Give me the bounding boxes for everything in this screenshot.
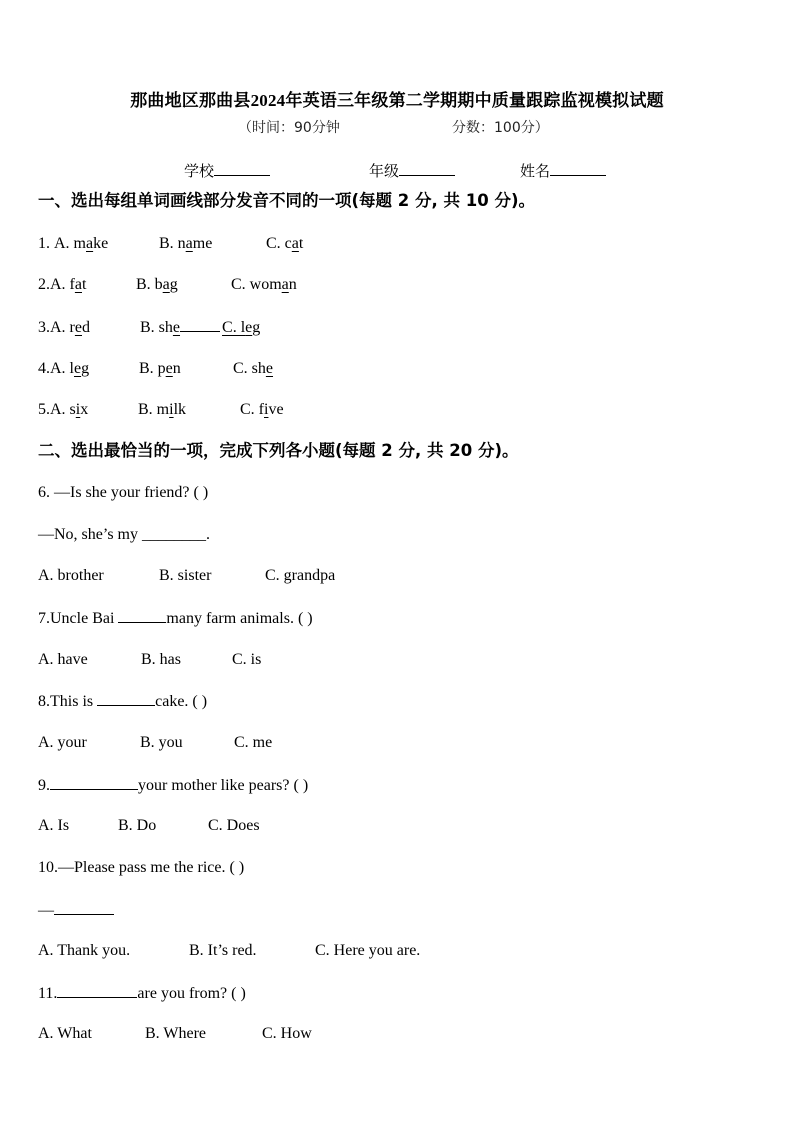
question-9-options — [38, 816, 260, 836]
q8-option-b[interactable]: B. you — [140, 734, 183, 751]
q10-option-a[interactable]: A. Thank you. — [38, 942, 131, 959]
q6-option-c[interactable]: C. grandpa — [265, 567, 336, 584]
name-label: 姓名 — [520, 162, 551, 180]
q10-option-b[interactable]: B. It’s red. — [189, 942, 257, 959]
q1-number: 1. — [38, 235, 54, 252]
question-2 — [38, 275, 297, 295]
question-3 — [38, 317, 260, 338]
q8-option-a[interactable]: A. your — [38, 734, 87, 751]
grade-label: 年级 — [369, 162, 400, 180]
q3-option-b[interactable]: B. she — [140, 319, 181, 336]
q11-option-a[interactable]: A. What — [38, 1025, 92, 1042]
question-6-reply: —No, she’s my ________. — [38, 526, 210, 543]
school-blank[interactable] — [214, 161, 270, 176]
exam-title: 那曲地区那曲县2024年英语三年级第二学期期中质量跟踪监视模拟试题 — [130, 91, 664, 110]
question-9-stem: 9. your mother like pears? ( ) — [38, 777, 309, 794]
q3-underline — [180, 317, 220, 332]
q2-option-c[interactable]: C. woman — [231, 276, 297, 293]
q11-option-c[interactable]: C. How — [262, 1025, 312, 1042]
name-blank[interactable] — [550, 161, 606, 176]
section2-title: 二、选出最恰当的一项，完成下列各小题(每题 2 分, 共 20 分)。 — [38, 441, 519, 460]
question-6-options — [38, 566, 335, 586]
question-10-reply: — — [38, 900, 114, 921]
q1-option-b[interactable]: B. name — [159, 235, 213, 252]
q6-option-b[interactable]: B. sister — [159, 567, 212, 584]
q11-blank[interactable] — [57, 983, 137, 998]
grade-field[interactable] — [369, 160, 455, 181]
school-field[interactable] — [184, 160, 270, 181]
question-4 — [38, 359, 273, 379]
q1-option-a[interactable]: A. make — [54, 235, 109, 252]
question-10-options — [38, 941, 420, 961]
q8-blank[interactable] — [97, 691, 155, 706]
q3-number: 3. — [38, 319, 50, 336]
q2-option-b[interactable]: B. bag — [136, 276, 178, 293]
q5-option-c[interactable]: C. five — [240, 401, 284, 418]
q4-option-a[interactable]: A. leg — [50, 360, 90, 377]
name-field[interactable] — [520, 160, 606, 181]
q2-number: 2. — [38, 276, 50, 293]
question-1 — [38, 234, 303, 254]
q7-option-c[interactable]: C. is — [232, 651, 262, 668]
q9-option-b[interactable]: B. Do — [118, 817, 157, 834]
q9-option-a[interactable]: A. Is — [38, 817, 70, 834]
q7-blank[interactable] — [118, 608, 166, 623]
question-8-options — [38, 733, 272, 753]
q9-blank[interactable] — [50, 775, 138, 790]
question-7-options — [38, 650, 261, 670]
school-label: 学校 — [184, 162, 215, 180]
q3-option-a[interactable]: A. red — [50, 319, 90, 336]
q5-number: 5. — [38, 401, 50, 418]
section1-title: 一、选出每组单词画线部分发音不同的一项(每题 2 分, 共 10 分)。 — [38, 191, 536, 210]
q2-option-a[interactable]: A. fat — [50, 276, 87, 293]
question-10-stem: 10.—Please pass me the rice. ( ) — [38, 859, 245, 876]
question-11-options — [38, 1024, 312, 1044]
q5-option-a[interactable]: A. six — [50, 401, 89, 418]
q5-option-b[interactable]: B. milk — [138, 401, 187, 418]
q7-option-b[interactable]: B. has — [141, 651, 181, 668]
q7-option-a[interactable]: A. have — [38, 651, 88, 668]
q3-option-c[interactable]: C. leg — [222, 319, 261, 336]
grade-blank[interactable] — [399, 161, 455, 176]
q4-option-b[interactable]: B. pen — [139, 360, 181, 377]
question-7-stem: 7.Uncle Bai many farm animals. ( ) — [38, 610, 313, 627]
question-6-stem: 6. —Is she your friend? ( ) — [38, 484, 209, 501]
q4-option-c[interactable]: C. she — [233, 360, 274, 377]
q4-number: 4. — [38, 360, 50, 377]
question-11-stem: 11. are you from? ( ) — [38, 985, 246, 1002]
exam-time: （时间：90分钟 — [238, 120, 340, 136]
q8-option-c[interactable]: C. me — [234, 734, 273, 751]
exam-score: 分数：100分） — [452, 120, 549, 136]
question-8-stem: 8.This is cake. ( ) — [38, 693, 208, 710]
q6-option-a[interactable]: A. brother — [38, 567, 104, 584]
q11-option-b[interactable]: B. Where — [145, 1025, 207, 1042]
q9-option-c[interactable]: C. Does — [208, 817, 260, 834]
q10-option-c[interactable]: C. Here you are. — [315, 942, 421, 959]
q1-option-c[interactable]: C. cat — [266, 235, 304, 252]
question-5 — [38, 400, 284, 420]
q10-blank[interactable] — [54, 900, 114, 915]
